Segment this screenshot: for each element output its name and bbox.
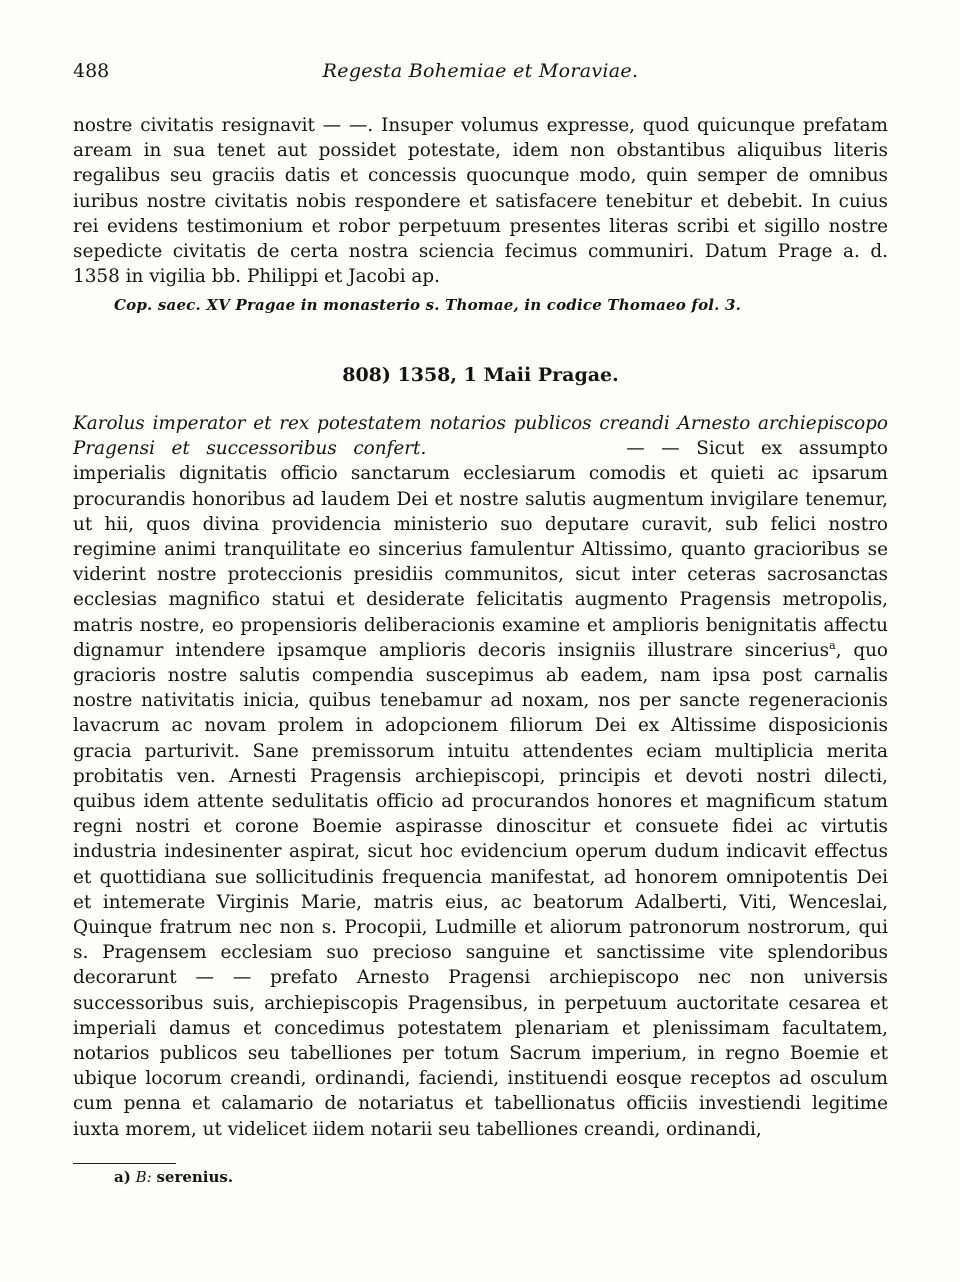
running-title: Regesta Bohemiae et Moraviae. <box>322 60 639 82</box>
text-block-continuation <box>73 113 888 289</box>
regest-summary: Karolus imperator et rex potestatem notarios publicos creandi Arnesto archiepiscopo Pragensi et successoribus confert. <box>73 413 888 460</box>
document-paragraph <box>73 411 888 1142</box>
paragraph-continuation: nostre civitatis resignavit — —. Insuper volumus expresse, quod quicunque prefatam aream in sua tenet aut possidet potestate, idem non obstantibus aliquibus literis regalibus seu graciis datis et concessis quocunque modo, quin semper de omnibus iuribus nostre civitatis nobis respondere et satisfacere tenebitur et debebit. In cuius rei evidens testimonium et robor perpetuum presentes literas scribi et sigillo nostre sepedicte civitatis de certa nostra sciencia fecimus communiri. Datum Prage a. d. 1358 in vigilia bb. Philippi et Jacobi ap. <box>73 115 888 288</box>
footnote <box>114 1168 233 1186</box>
document-body-part-2: , quo gracioris nostre salutis compendia suscepimus ab eadem, nam ipsa post carnalis nostre nativitatis inicia, quibus tenebamur ad noxam, nos per sancte regeneracionis lavacrum ac novam prolem in adopcionem filiorum Dei ex Altissime disposicionis gracia parturivit. Sane premissorum intuitu attendentes eciam multiplicia merita probitatis ven. Arnesti Pragensis archiepiscopi, principis et devoti nostri dilecti, quibus idem attente sedulitatis officio ad procurandos honores et magnificum statum regni nostri et corone Boemie aspirasse dinoscitur et consuete fidei ac virtutis industria indesinenter aspirat, sicut hoc evidencium operum dudum indicavit effectus et quottidiana sue sollicitudinis frequencia manifestat, ad honorem omnipotentis Dei et intemerate Virginis Marie, matris eius, ac beatorum Adalberti, Viti, Wenceslai, Quinque fratrum nec non s. Procopii, Ludmille et aliorum patronorum nostrorum, qui s. Pragensem ecclesiam suo precioso sanguine et sanctissime vite splendoribus decorarunt — — prefato Arnesto Pragensi archiepiscopo nec non universis successoribus suis, archiepiscopis Pragensibus, in perpetuum auctoritate cesarea et imperiali damus et concedimus potestatem plenariam et plenissimam facultatem, notarios publicos seu tabelliones per totum Sacrum imperium, in regno Boemie et ubique locorum creandi, ordinandi, faciendi, instituendi eosque receptos ad osculum cum penna et calamario de notariatus et tabellionatus officiis investiendi legitime iuxta morem, ut videlicet iidem notarii seu tabelliones creandi, ordinandi, <box>73 639 889 1140</box>
document-text-block <box>73 411 888 1142</box>
footnote-text: serenius. <box>156 1168 234 1186</box>
page-number: 488 <box>73 60 110 82</box>
document-body-part-1: Sicut ex assumpto imperialis dignitatis officio sanctarum ecclesiarum comodis et quieti ac ipsarum procurandis honoribus ad laudem Dei et nostre salutis augmentum invigilare tenemur, ut hii, quos divina providencia ministerio suo deputare curavit, sub felici nostro regimine animi tranquilitate eo sincerius famulentur Altissimo, quanto gracioribus se viderint nostre proteccionis presidiis communitos, sicut inter ceteras sacrosanctas ecclesias magnifico statui et desiderate felicitatis augmento Pragensis metropolis, matris nostre, eo propensioris deliberacionis examine et amplioris benignitatis affectu dignamur intendere ipsamque amplioris decoris insigniis illustrare sincerius <box>73 438 888 661</box>
footnote-reference[interactable]: a <box>829 638 836 652</box>
running-head <box>73 58 888 92</box>
source-note: Cop. saec. XV Pragae in monasterio s. Thomae, in codice Thomaeo fol. 3. <box>114 296 742 314</box>
footnote-divider <box>73 1163 176 1164</box>
footnote-marker: a) <box>114 1168 131 1186</box>
footnote-siglum: B: <box>135 1168 152 1186</box>
incipit-dashes: — — <box>626 438 680 460</box>
document-heading: 808) 1358, 1 Maii Pragae. <box>342 364 619 386</box>
